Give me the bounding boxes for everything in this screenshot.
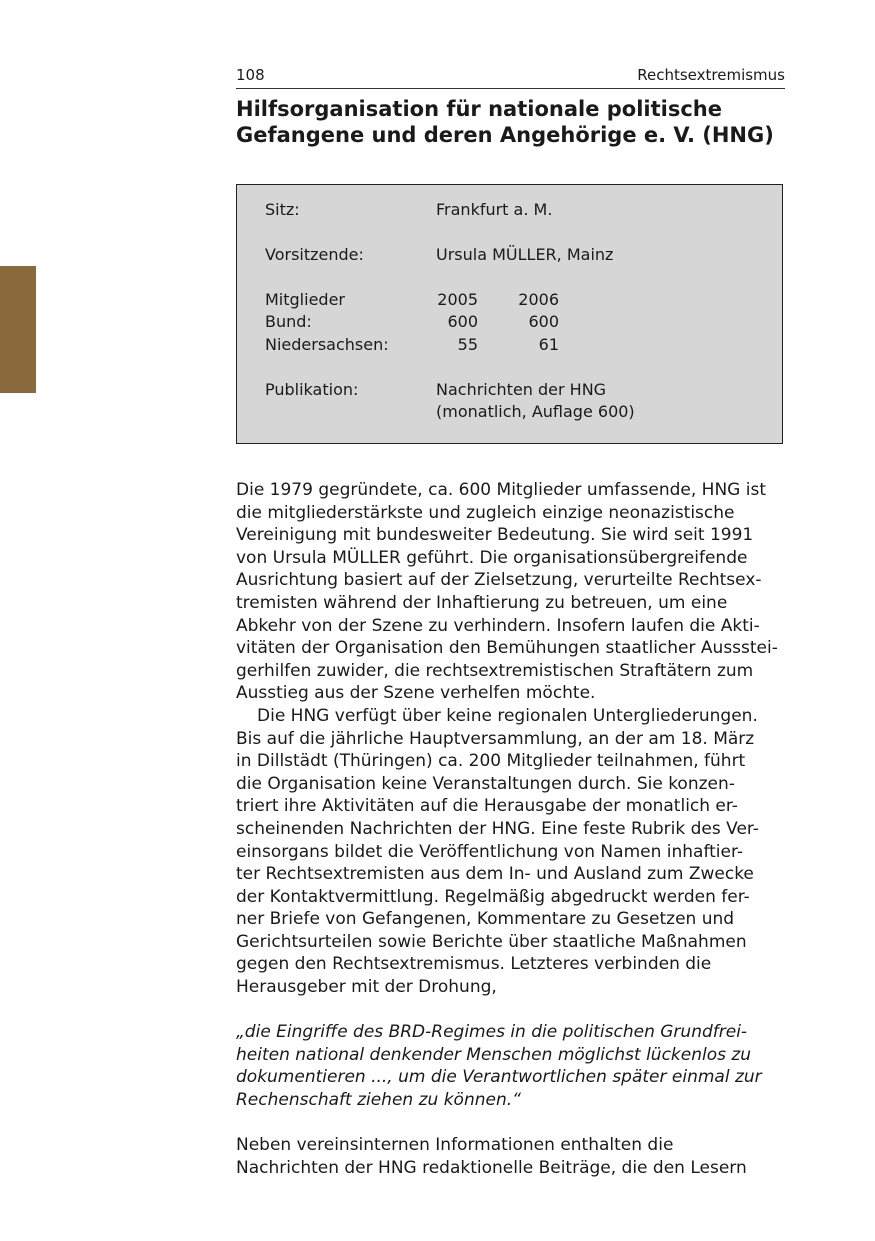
text-line: scheinenden Nachrichten der HNG. Eine feste Rubrik des Ver- bbox=[236, 818, 759, 839]
vorsitz-label: Vorsitzende: bbox=[265, 245, 364, 264]
niedersachsen-2006-value: 61 bbox=[538, 335, 559, 354]
quote-line: dokumentieren ..., um die Verantwortlichen später einmal zur bbox=[236, 1067, 762, 1088]
text-line: Neben vereinsinternen Informationen enthalten die bbox=[236, 1135, 674, 1156]
text-line: der Kontaktvermittlung. Regelmäßig abgedruckt werden fer- bbox=[236, 886, 750, 907]
text-line: Die 1979 gegründete, ca. 600 Mitglieder umfassende, HNG ist bbox=[236, 480, 766, 500]
text-line: einsorgans bildet die Veröffentlichung von Namen inhaftier- bbox=[236, 841, 744, 862]
mitglieder-label: Mitglieder bbox=[265, 290, 345, 309]
page-number: 108 bbox=[236, 66, 265, 84]
organization-info-box bbox=[236, 184, 783, 444]
text-line: ner Briefe von Gefangenen, Kommentare zu Gesetzen und bbox=[236, 909, 735, 930]
bund-2005-value: 600 bbox=[447, 312, 478, 331]
paragraph-gap bbox=[236, 1112, 796, 1135]
paragraph-2 bbox=[236, 705, 796, 999]
quote-line: Rechenschaft ziehen zu können.“ bbox=[236, 1090, 521, 1111]
sitz-label: Sitz: bbox=[265, 200, 300, 219]
text-line: Abkehr von der Szene zu verhindern. Insofern laufen die Akti- bbox=[236, 615, 760, 636]
text-line: in Dillstädt (Thüringen) ca. 200 Mitglieder teilnahmen, führt bbox=[236, 751, 746, 772]
quote-line: „die Eingriffe des BRD-Regimes in die politischen Grundfrei- bbox=[236, 1022, 748, 1043]
text-line: Ausstieg aus der Szene verhelfen möchte. bbox=[236, 683, 596, 704]
text-line: tremisten während der Inhaftierung zu betreuen, um eine bbox=[236, 592, 728, 613]
sitz-value: Frankfurt a. M. bbox=[436, 200, 553, 219]
text-line: Bis auf die jährliche Hauptversammlung, an der am 18. März bbox=[236, 728, 755, 749]
text-line: vitäten der Organisation den Bemühungen staatlicher Aussstei- bbox=[236, 638, 778, 659]
quote-line: heiten national denkender Menschen möglichst lückenlos zu bbox=[236, 1044, 752, 1065]
section-title bbox=[236, 96, 796, 148]
year-2006-header: 2006 bbox=[518, 290, 559, 309]
text-line: die Organisation keine Veranstaltungen durch. Sie konzen- bbox=[236, 773, 735, 794]
paragraph-gap bbox=[236, 999, 796, 1022]
paragraph-3 bbox=[236, 1134, 796, 1179]
section-title-line: Gefangene und deren Angehörige e. V. (HNG) bbox=[236, 123, 774, 147]
bund-label: Bund: bbox=[265, 312, 312, 331]
year-2005-header: 2005 bbox=[437, 290, 478, 309]
text-line: Die HNG verfügt über keine regionalen Untergliederungen. bbox=[257, 705, 758, 726]
text-line: Gerichtsurteilen sowie Berichte über staatliche Maßnahmen bbox=[236, 931, 747, 952]
text-line: triert ihre Aktivitäten auf die Herausgabe der monatlich er- bbox=[236, 796, 738, 817]
publikation-label: Publikation: bbox=[265, 380, 359, 399]
text-line: gerhilfen zuwider, die rechtsextremistischen Straftätern zum bbox=[236, 660, 754, 681]
page-header bbox=[236, 64, 785, 89]
text-line: gegen den Rechtsextremismus. Letzteres verbinden die bbox=[236, 954, 712, 975]
publikation-detail: (monatlich, Auflage 600) bbox=[436, 402, 635, 421]
section-title-line: Hilfsorganisation für nationale politische bbox=[236, 97, 722, 121]
niedersachsen-2005-value: 55 bbox=[457, 335, 478, 354]
text-line: Vereinigung mit bundesweiter Bedeutung. Sie wird seit 1991 bbox=[236, 525, 754, 546]
text-line: Nachrichten der HNG redaktionelle Beiträge, die den Lesern bbox=[236, 1157, 747, 1178]
text-line: die mitgliederstärkste und zugleich einzige neonazistische bbox=[236, 502, 735, 523]
text-line: von Ursula MÜLLER geführt. Die organisationsübergreifende bbox=[236, 547, 748, 568]
chapter-tab-marker bbox=[0, 266, 36, 393]
running-head: Rechtsextremismus bbox=[637, 66, 785, 84]
paragraph-1 bbox=[236, 479, 796, 705]
text-line: ter Rechtsextremisten aus dem In- und Ausland zum Zwecke bbox=[236, 864, 754, 885]
bund-2006-value: 600 bbox=[528, 312, 559, 331]
text-line: Herausgeber mit der Drohung, bbox=[236, 977, 497, 998]
body-text bbox=[236, 479, 796, 1179]
niedersachsen-label: Niedersachsen: bbox=[265, 335, 389, 354]
quote-block bbox=[236, 1021, 796, 1111]
publikation-value: Nachrichten der HNG bbox=[436, 380, 607, 399]
vorsitz-value: Ursula MÜLLER, Mainz bbox=[436, 245, 614, 264]
text-line: Ausrichtung basiert auf der Zielsetzung, verurteilte Rechtsex- bbox=[236, 570, 762, 591]
